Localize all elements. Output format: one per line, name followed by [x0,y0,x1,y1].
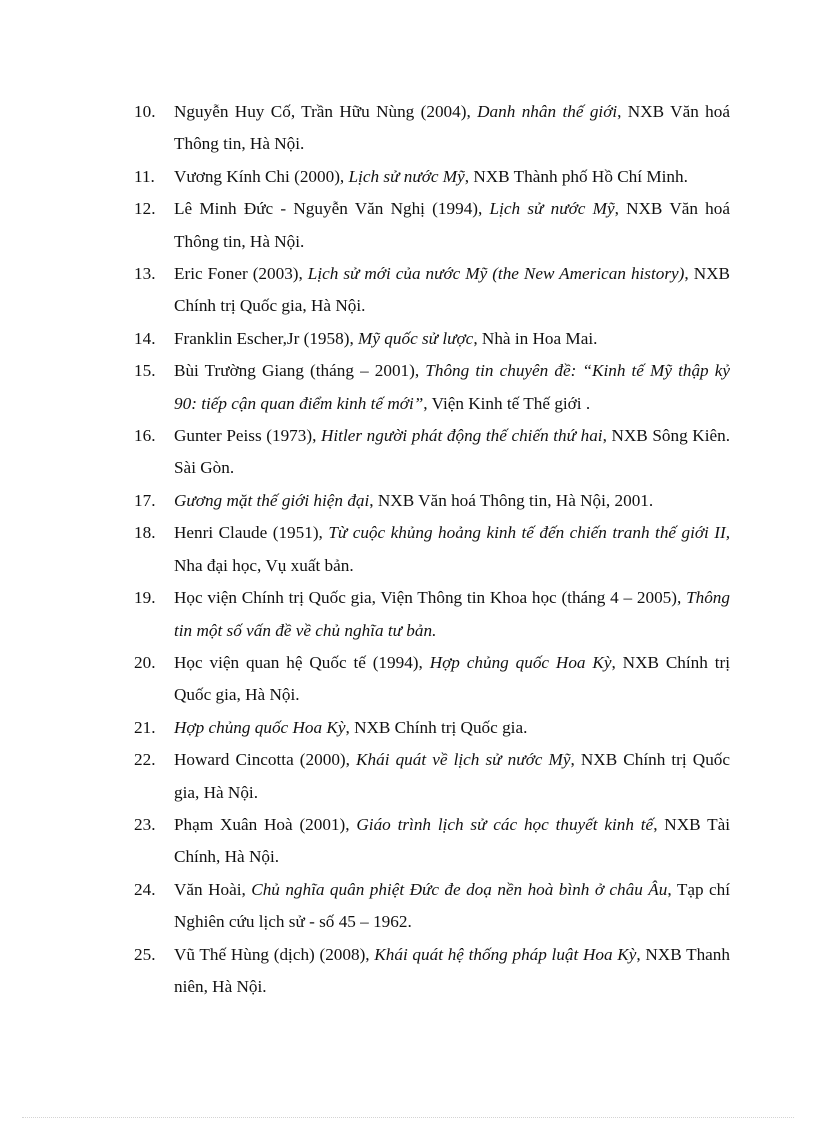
entry-segment: Lê Minh Đức - Nguyễn Văn Nghị (1994), [174,199,490,219]
entry-segment: , NXB Sông Kiên. Sài Gòn. [174,426,730,478]
bibliography-entry [0,355,816,420]
bibliography-entry [0,517,816,582]
entry-title: Giáo trình lịch sử các học thuyết kinh tế [356,814,654,834]
entry-text [174,712,730,744]
entry-text [174,647,730,712]
entry-title: Lịch sử mới của nước Mỹ (the New American history) [307,264,685,284]
page-bottom-divider [22,1117,794,1118]
entry-text [174,485,730,517]
entry-text [174,939,730,1004]
entry-segment: , NXB Chính trị Quốc gia. [345,717,528,737]
entry-segment: , NXB Văn hoá Thông tin, Hà Nội, 2001. [369,490,654,510]
entry-text [174,874,730,939]
bibliography-entry [0,939,816,1004]
entry-number: 17. [134,490,156,510]
entry-segment: Henri Claude (1951), [174,523,329,543]
entry-text [174,744,730,809]
entry-segment: Franklin Escher,Jr (1958), [174,328,359,348]
entry-title: Khái quát về lịch sử nước Mỹ [356,750,571,770]
entry-segment: Học viện Chính trị Quốc gia, Viện Thông tin Khoa học (tháng 4 – 2005), [174,588,687,608]
entry-segment: Vũ Thế Hùng (dịch) (2008), [174,944,375,964]
entry-title: Chủ nghĩa quân phiệt Đức đe doạ nền hoà bình ở châu Âu [251,879,668,899]
entry-number: 19. [134,588,156,608]
entry-number: 18. [134,523,156,543]
entry-number: 25. [134,944,156,964]
entry-title: Hợp chủng quốc Hoa Kỳ [174,717,346,737]
entry-segment: Eric Foner (2003), [174,264,308,284]
entry-text [174,258,730,323]
entry-segment: , NXB Thành phố Hồ Chí Minh. [464,166,688,186]
entry-title: Mỹ quốc sử lược [358,328,474,348]
entry-title: Thông tin chuyên đề: “Kinh tế Mỹ thập kỷ 90: tiếp cận quan điểm kinh tế mới” [174,361,731,413]
entry-number: 10. [134,102,156,121]
bibliography-entry [0,809,816,874]
entry-text [174,193,730,258]
entry-segment: Howard Cincotta (2000), [174,750,357,770]
entry-text [174,96,730,161]
entry-number: 12. [134,199,156,219]
entry-segment: Nha đại học, Vụ xuất bản. [174,555,354,575]
bibliography-entry [0,96,816,161]
entry-number: 16. [134,426,156,446]
entry-number: 21. [134,717,156,737]
entry-segment: , NXB Văn hoá Thông tin, Hà Nội. [174,102,730,154]
entry-number: 20. [134,652,156,672]
entry-title: Thông tin một số vấn đề về chủ nghĩa tư bản. [174,588,730,640]
entry-segment: Phạm Xuân Hoà (2001), [174,814,357,834]
entry-title: Lịch sử nước Mỹ [489,199,615,219]
bibliography-entry [0,485,816,517]
entry-segment: , NXB Chính trị Quốc gia, Hà Nội. [174,264,730,316]
entry-number: 15. [134,361,156,381]
entry-number: 24. [134,879,156,899]
entry-title: Danh nhân thế giới [477,102,618,121]
bibliography-entry [0,420,816,485]
entry-text [174,809,730,874]
bibliography-entry [0,744,816,809]
bibliography-entry [0,874,816,939]
bibliography-list [0,96,816,1003]
entry-segment: Bùi Trường Giang (tháng – 2001), [174,361,426,381]
entry-segment: Vương Kính Chi (2000), [174,166,349,186]
entry-text [174,517,730,582]
entry-title: Gương mặt thế giới hiện đại [174,490,370,510]
entry-title: Khái quát hệ thống pháp luật Hoa Kỳ [374,944,637,964]
bibliography-entry [0,161,816,193]
entry-number: 14. [134,328,156,348]
entry-segment: , NXB Chính trị Quốc gia, Hà Nội. [174,652,730,705]
bibliography-entry [0,193,816,258]
bibliography-entry [0,258,816,323]
entry-number: 11. [134,166,155,186]
entry-text [174,582,730,647]
entry-title: Hợp chủng quốc Hoa Kỳ [429,652,612,672]
entry-number: 13. [134,264,156,284]
entry-segment: Nguyễn Huy Cố, Trần Hữu Nùng (2004), [174,102,478,121]
entry-segment: , Nhà in Hoa Mai. [473,328,598,348]
bibliography-entry [0,582,816,647]
entry-segment: , Viện Kinh tế Thế giới . [423,393,591,413]
entry-text [174,420,730,485]
entry-segment: Gunter Peiss (1973), [174,426,321,446]
entry-number: 23. [134,814,156,834]
bibliography-entry [0,323,816,355]
entry-text [174,161,730,193]
entry-number: 22. [134,750,156,770]
entry-segment: , NXB Chính trị Quốc gia, Hà Nội. [174,750,731,802]
entry-segment: , NXB Tài Chính, Hà Nội. [174,814,730,867]
entry-text [174,355,730,420]
entry-segment: , Tạp chí Nghiên cứu lịch sử - số 45 – 1962. [174,879,730,932]
bibliography-entry [0,712,816,744]
entry-segment: , NXB Thanh niên, Hà Nội. [174,944,730,996]
entry-title: Từ cuộc khủng hoảng kinh tế đến chiến tranh thế giới II, [328,523,731,543]
entry-title: Hitler người phát động thế chiến thứ hai [320,426,603,446]
entry-segment: Học viện quan hệ Quốc tế (1994), [174,652,430,672]
bibliography-entry [0,647,816,712]
entry-title: Lịch sử nước Mỹ [348,166,465,186]
entry-segment: , NXB Văn hoá Thông tin, Hà Nội. [174,199,730,251]
entry-text [174,323,730,355]
entry-segment: Văn Hoài, [174,879,252,899]
